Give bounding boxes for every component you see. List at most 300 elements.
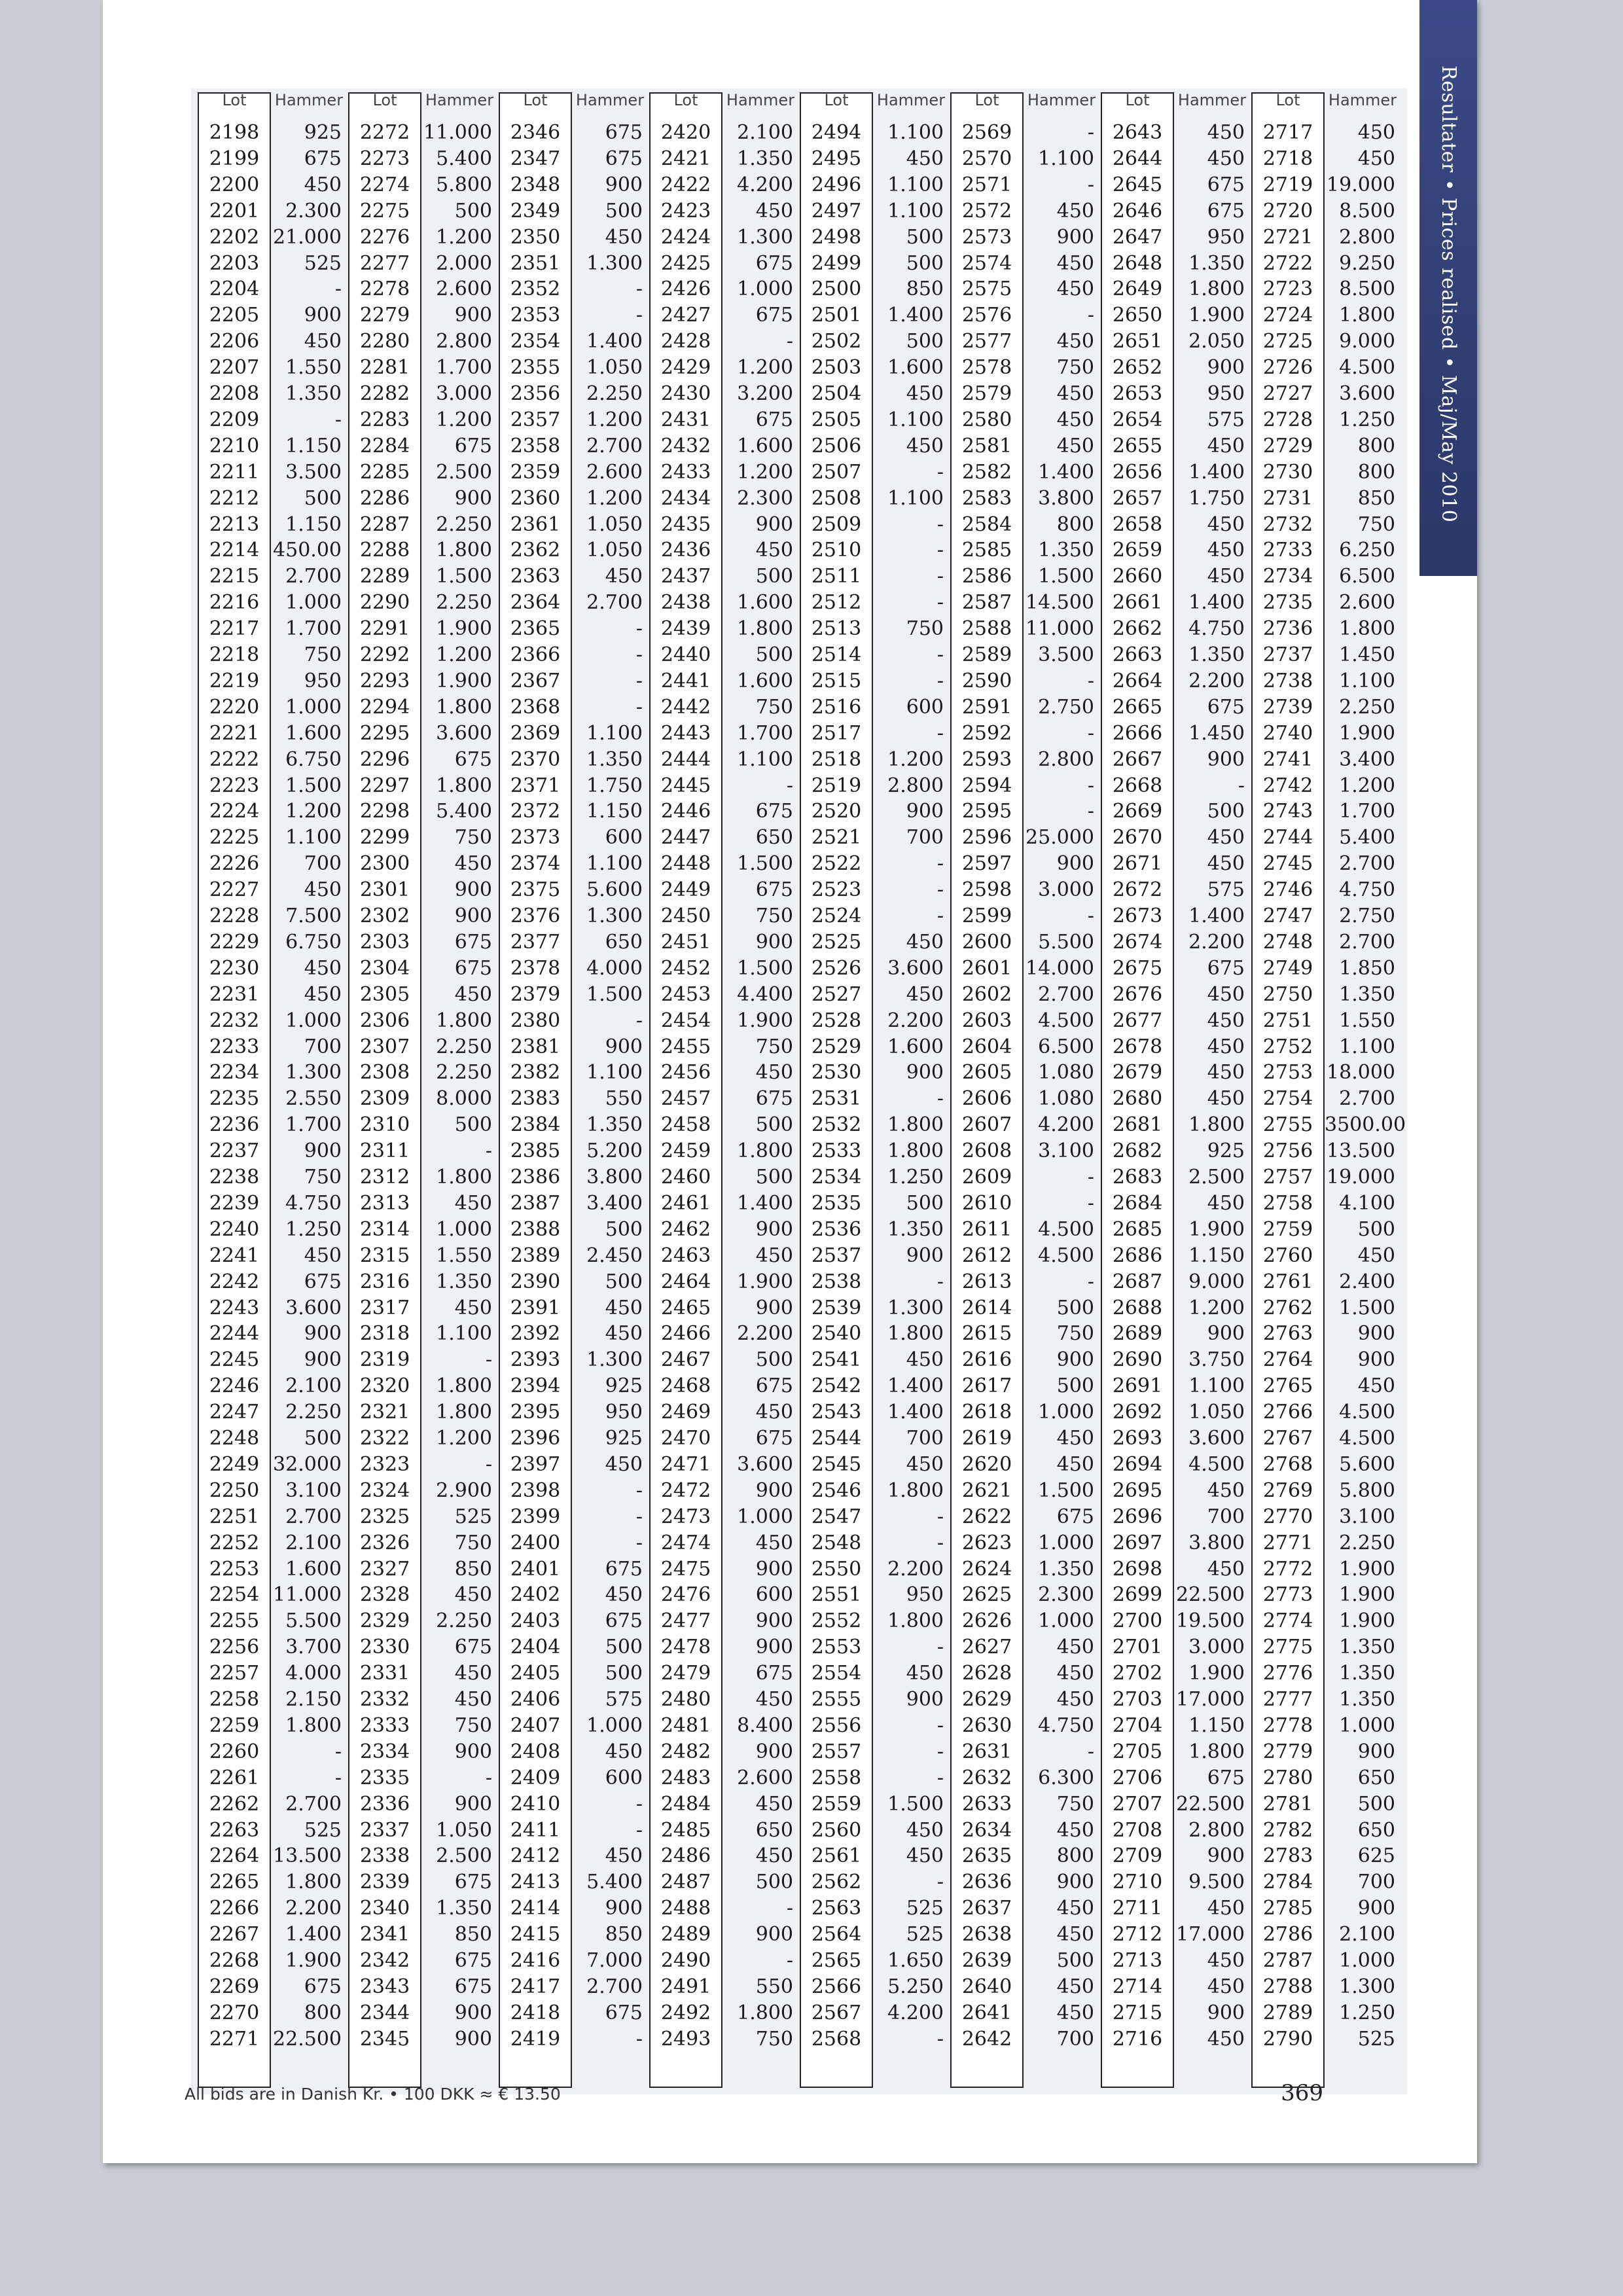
lot-number: 2304 [359,956,410,980]
lot-number: 2720 [1262,199,1313,223]
hammer-price: 1.900 [1339,1583,1395,1607]
lot-number: 2480 [660,1688,711,1711]
hammer-price: 675 [755,1427,793,1450]
hammer-price: 5.250 [887,1975,944,1998]
lot-number: 2249 [209,1452,260,1476]
lot-number: 2318 [359,1322,410,1346]
hammer-price: - [936,643,944,666]
hammer-price: 450 [1056,1662,1094,1685]
hammer-price: 500 [1056,1296,1094,1319]
lot-number: 2384 [510,1113,561,1137]
lot-number: 2430 [660,382,711,405]
lot-number: 2198 [209,121,260,144]
hammer-price: 1.600 [887,356,944,380]
lot-number: 2224 [209,800,260,823]
lot-number: 2686 [1112,1244,1163,1267]
hammer-price: 700 [906,1427,944,1450]
lot-number: 2325 [359,1505,410,1528]
lot-number: 2547 [811,1505,862,1528]
lot-number: 2539 [811,1296,862,1319]
lot-number: 2568 [811,2027,862,2051]
lot-number: 2596 [961,826,1012,850]
lot-number: 2598 [961,878,1012,902]
lot-number: 2530 [811,1061,862,1085]
lot-number: 2685 [1112,1217,1163,1241]
lot-number: 2599 [961,905,1012,927]
lot-number: 2319 [359,1348,410,1372]
lot-number: 2246 [209,1374,260,1398]
hammer-price: 500 [304,1427,342,1450]
lot-number: 2211 [209,460,260,484]
lot-number: 2379 [510,982,561,1006]
lot-number: 2783 [1262,1844,1313,1868]
hammer-price: 1.250 [285,1217,342,1241]
lot-number: 2455 [660,1035,711,1058]
hammer-price: 2.200 [1188,669,1245,692]
lot-number: 2644 [1112,147,1163,170]
hammer-price: 1.150 [285,434,342,457]
lot-number: 2231 [209,982,260,1006]
hammer-price: 2.250 [436,1609,492,1633]
lot-number: 2553 [811,1636,862,1659]
hammer-price: 650 [755,826,793,850]
hammer-price: 750 [1357,512,1395,536]
hammer-price: 1.300 [285,1061,342,1085]
hammer-price: 675 [1207,1766,1245,1789]
lot-number: 2658 [1112,512,1163,536]
hammer-price: 500 [906,251,944,275]
lot-header: Lot [974,91,999,109]
hammer-price: 2.100 [285,1531,342,1554]
hammer-price: 1.200 [1188,1296,1245,1319]
hammer-price: 1.150 [586,800,643,823]
lot-number: 2601 [961,956,1012,980]
lot-number: 2587 [961,591,1012,615]
hammer-price: 1.550 [436,1244,492,1267]
lot-number: 2545 [811,1452,862,1476]
lot-number: 2382 [510,1061,561,1085]
lot-number: 2305 [359,982,410,1006]
lot-number: 2244 [209,1322,260,1346]
hammer-price: 675 [454,434,492,457]
lot-number: 2718 [1262,147,1313,170]
lot-number: 2438 [660,591,711,615]
hammer-price: 900 [454,905,492,927]
hammer-price: 1.400 [1188,460,1245,484]
lot-number: 2288 [359,539,410,562]
lot-number: 2265 [209,1871,260,1894]
lot-number: 2687 [1112,1270,1163,1293]
lot-number: 2269 [209,1975,260,1998]
hammer-price: - [936,1505,944,1528]
hammer-price: 4.750 [1038,1713,1094,1737]
hammer-price: 1.500 [1038,1479,1094,1502]
hammer-price: 1.200 [887,747,944,771]
lot-number: 2268 [209,1949,260,1972]
lot-number: 2672 [1112,878,1163,902]
hammer-price: 575 [1207,878,1245,902]
lot-number: 2212 [209,486,260,510]
lot-number: 2633 [961,1792,1012,1816]
section-sidebar [1419,0,1477,576]
hammer-price: 750 [454,1713,492,1737]
lot-number: 2326 [359,1531,410,1554]
hammer-price: 1.050 [586,356,643,380]
lot-number: 2376 [510,905,561,927]
hammer-price: - [1238,774,1245,797]
lot-number: 2770 [1262,1505,1313,1528]
lot-number: 2665 [1112,695,1163,719]
lot-number: 2758 [1262,1191,1313,1215]
hammer-price: 4.500 [1188,1452,1245,1476]
hammer-price: 2.250 [436,1061,492,1085]
hammer-price: 500 [755,643,793,666]
hammer-price: 18.000 [1327,1061,1395,1085]
hammer-price: 1.500 [1339,1296,1395,1319]
lot-number: 2621 [961,1479,1012,1502]
hammer-price: 3.600 [436,721,492,745]
lot-number: 2680 [1112,1087,1163,1111]
lot-number: 2716 [1112,2027,1163,2051]
hammer-price: 950 [304,669,342,692]
hammer-price: 900 [605,1035,643,1058]
lot-number: 2736 [1262,617,1313,641]
hammer-price: 2.300 [285,199,342,223]
lot-number: 2756 [1262,1139,1313,1163]
hammer-price: 1.200 [285,800,342,823]
hammer-price: 6.500 [1339,565,1395,588]
lot-number: 2467 [660,1348,711,1372]
lot-number: 2610 [961,1191,1012,1215]
lot-number: 2504 [811,382,862,405]
lot-header: Lot [1275,91,1300,109]
lot-number: 2569 [961,121,1012,144]
hammer-price: 450 [906,982,944,1006]
lot-number: 2520 [811,800,862,823]
hammer-header: Hammer [1177,91,1247,109]
hammer-price: 1.800 [887,1322,944,1346]
hammer-price: 450 [906,1452,944,1476]
lot-number: 2302 [359,905,410,927]
lot-number: 2201 [209,199,260,223]
lot-number: 2407 [510,1713,561,1737]
hammer-price: 3.100 [1339,1505,1395,1528]
hammer-price: 3.600 [1339,382,1395,405]
hammer-price: 1.400 [285,1923,342,1946]
hammer-price: 1.750 [586,774,643,797]
hammer-price: 9.500 [1188,1871,1245,1894]
lot-number: 2293 [359,669,410,692]
hammer-price: 1.350 [1188,251,1245,275]
hammer-price: 5.500 [1038,930,1094,954]
hammer-price: 900 [454,2001,492,2024]
lot-number: 2650 [1112,304,1163,327]
hammer-price: 2.800 [1038,747,1094,771]
lot-number: 2437 [660,565,711,588]
hammer-price: 3.800 [586,1166,643,1189]
lot-number: 2412 [510,1844,561,1868]
hammer-price: 4.500 [1038,1009,1094,1032]
lot-number: 2491 [660,1975,711,1998]
hammer-price: 850 [906,278,944,301]
hammer-price: 1.100 [1339,1035,1395,1058]
lot-number: 2595 [961,800,1012,823]
hammer-price: - [334,408,342,431]
hammer-price: 1.400 [887,1374,944,1398]
hammer-price: - [485,1139,492,1163]
hammer-price: 11.000 [273,1583,342,1607]
lot-number: 2314 [359,1217,410,1241]
lot-number: 2423 [660,199,711,223]
hammer-price: 675 [454,1636,492,1659]
hammer-price: 675 [605,1609,643,1633]
lot-number: 2495 [811,147,862,170]
hammer-price: 2.200 [887,1009,944,1032]
lot-number: 2709 [1112,1844,1163,1868]
hammer-price: 1.000 [737,1505,793,1528]
lot-number: 2390 [510,1270,561,1293]
lot-number: 2656 [1112,460,1163,484]
lot-number: 2637 [961,1897,1012,1920]
hammer-price: 7.000 [586,1949,643,1972]
lot-number: 2363 [510,565,561,588]
lot-number: 2620 [961,1452,1012,1476]
hammer-price: 2.100 [737,121,793,144]
lot-number: 2475 [660,1557,711,1581]
hammer-price: 650 [755,1818,793,1842]
lot-number: 2458 [660,1113,711,1137]
lot-number: 2533 [811,1139,862,1163]
hammer-price: 1.800 [737,617,793,641]
hammer-price: - [1087,1740,1094,1763]
hammer-price: 1.300 [586,251,643,275]
lot-number: 2554 [811,1662,862,1685]
lot-number: 2296 [359,747,410,771]
hammer-header: Hammer [876,91,946,109]
hammer-price: 900 [454,304,492,327]
hammer-price: 525 [1357,2027,1395,2051]
lot-number: 2284 [359,434,410,457]
hammer-price: 2.800 [436,330,492,353]
lot-number: 2372 [510,800,561,823]
lot-number: 2394 [510,1374,561,1398]
lot-number: 2724 [1262,304,1313,327]
lot-number: 2742 [1262,774,1313,797]
hammer-price: 450 [454,1688,492,1711]
hammer-price: 2.500 [1188,1166,1245,1189]
sidebar-title: Resultater • Prices realised • Maj/May 2010 [1437,65,1460,523]
lot-number: 2368 [510,695,561,719]
hammer-price: - [936,1871,944,1894]
hammer-price: 1.100 [1339,669,1395,692]
hammer-price: 7.500 [285,905,342,927]
lot-number: 2388 [510,1217,561,1241]
lot-number: 2359 [510,460,561,484]
hammer-price: 450 [605,1452,643,1476]
lot-number: 2657 [1112,486,1163,510]
lot-number: 2653 [1112,382,1163,405]
lot-number: 2535 [811,1191,862,1215]
hammer-price: 1.900 [436,617,492,641]
hammer-price: 1.200 [1339,774,1395,797]
hammer-price: 3.400 [1339,747,1395,771]
hammer-price: 4.750 [285,1191,342,1215]
lot-number: 2295 [359,721,410,745]
hammer-price: 5.600 [1339,1452,1395,1476]
lot-number: 2279 [359,304,410,327]
hammer-price: 675 [454,1949,492,1972]
lot-number: 2206 [209,330,260,353]
lot-number: 2428 [660,330,711,353]
hammer-price: 900 [304,1348,342,1372]
lot-number: 2578 [961,356,1012,380]
hammer-price: 900 [755,930,793,954]
hammer-price: - [635,669,643,692]
lot-number: 2340 [359,1897,410,1920]
lot-number: 2698 [1112,1557,1163,1581]
lot-number: 2531 [811,1087,862,1111]
lot-number: 2264 [209,1844,260,1868]
lot-number: 2360 [510,486,561,510]
lot-number: 2362 [510,539,561,562]
lot-number: 2723 [1262,278,1313,301]
lot-number: 2534 [811,1166,862,1189]
hammer-price: 3.800 [1188,1531,1245,1554]
hammer-price: 750 [906,617,944,641]
hammer-price: 1.900 [1339,1609,1395,1633]
lot-number: 2608 [961,1139,1012,1163]
lot-number: 2336 [359,1792,410,1816]
lot-number: 2715 [1112,2001,1163,2024]
hammer-price: 4.750 [1188,617,1245,641]
lot-number: 2660 [1112,565,1163,588]
hammer-price: 1.200 [586,408,643,431]
lot-number: 2297 [359,774,410,797]
hammer-price: 600 [755,1583,793,1607]
hammer-price: 625 [1357,1844,1395,1868]
lot-number: 2590 [961,669,1012,692]
lot-number: 2740 [1262,721,1313,745]
lot-number: 2484 [660,1792,711,1816]
lot-number: 2300 [359,852,410,876]
hammer-price: 1.450 [1188,721,1245,745]
hammer-price: 6.250 [1339,539,1395,562]
hammer-price: 900 [304,1139,342,1163]
hammer-price: 850 [605,1923,643,1946]
hammer-price: 500 [906,330,944,353]
lot-number: 2258 [209,1688,260,1711]
lot-number: 2580 [961,408,1012,431]
lot-number: 2559 [811,1792,862,1816]
hammer-price: 675 [304,147,342,170]
lot-number: 2682 [1112,1139,1163,1163]
lot-number: 2417 [510,1975,561,1998]
lot-number: 2673 [1112,905,1163,927]
hammer-price: 25.000 [1026,826,1094,850]
hammer-price: 1.700 [436,356,492,380]
hammer-price: 675 [454,747,492,771]
lot-number: 2746 [1262,878,1313,902]
lot-number: 2751 [1262,1009,1313,1032]
lot-number: 2497 [811,199,862,223]
hammer-price: 4.100 [1339,1191,1395,1215]
hammer-price: - [936,1713,944,1737]
lot-number: 2771 [1262,1531,1313,1554]
lot-number: 2582 [961,460,1012,484]
lot-number: 2227 [209,878,260,902]
lot-number: 2761 [1262,1270,1313,1293]
lot-number: 2735 [1262,591,1313,615]
lot-number: 2507 [811,460,862,484]
lot-number: 2648 [1112,251,1163,275]
hammer-price: 2.250 [285,1401,342,1424]
lot-number: 2337 [359,1818,410,1842]
lot-number: 2476 [660,1583,711,1607]
hammer-price: 1.000 [285,591,342,615]
lot-number: 2216 [209,591,260,615]
hammer-price: 1.850 [1339,956,1395,980]
lot-number: 2778 [1262,1713,1313,1737]
hammer-price: - [1087,774,1094,797]
lot-number: 2697 [1112,1531,1163,1554]
lot-number: 2282 [359,382,410,405]
hammer-price: 2.900 [436,1479,492,1502]
hammer-price: 8.000 [436,1087,492,1111]
hammer-price: 1.800 [436,1166,492,1189]
hammer-price: 1.350 [1339,1636,1395,1659]
hammer-price: 2.700 [285,1792,342,1816]
hammer-price: 450 [755,1244,793,1267]
lot-number: 2529 [811,1035,862,1058]
lot-number: 2683 [1112,1166,1163,1189]
hammer-price: 2.200 [887,1557,944,1581]
lot-number: 2750 [1262,982,1313,1006]
hammer-price: 675 [304,1270,342,1293]
lot-number: 2460 [660,1166,711,1189]
hammer-price: 900 [454,1792,492,1816]
hammer-price: 1.800 [285,1713,342,1737]
lot-number: 2646 [1112,199,1163,223]
hammer-price: 1.600 [285,721,342,745]
lot-number: 2609 [961,1166,1012,1189]
lot-number: 2777 [1262,1688,1313,1711]
lot-number: 2661 [1112,591,1163,615]
lot-number: 2321 [359,1401,410,1424]
lot-number: 2215 [209,565,260,588]
lot-number: 2256 [209,1636,260,1659]
lot-number: 2371 [510,774,561,797]
lot-number: 2500 [811,278,862,301]
hammer-price: 450 [605,1740,643,1763]
hammer-price: 450 [755,539,793,562]
hammer-price: 450 [454,1191,492,1215]
lot-number: 2579 [961,382,1012,405]
hammer-price: - [635,1505,643,1528]
lot-number: 2272 [359,121,410,144]
lot-number: 2602 [961,982,1012,1006]
lot-number: 2347 [510,147,561,170]
lot-number: 2767 [1262,1427,1313,1450]
lot-number: 2726 [1262,356,1313,380]
hammer-price: - [936,669,944,692]
lot-number: 2575 [961,278,1012,301]
lot-number: 2266 [209,1897,260,1920]
hammer-price: 900 [1207,1844,1245,1868]
lot-number: 2702 [1112,1662,1163,1685]
lot-number: 2774 [1262,1609,1313,1633]
hammer-price: 500 [454,1113,492,1137]
hammer-price: 750 [1056,356,1094,380]
